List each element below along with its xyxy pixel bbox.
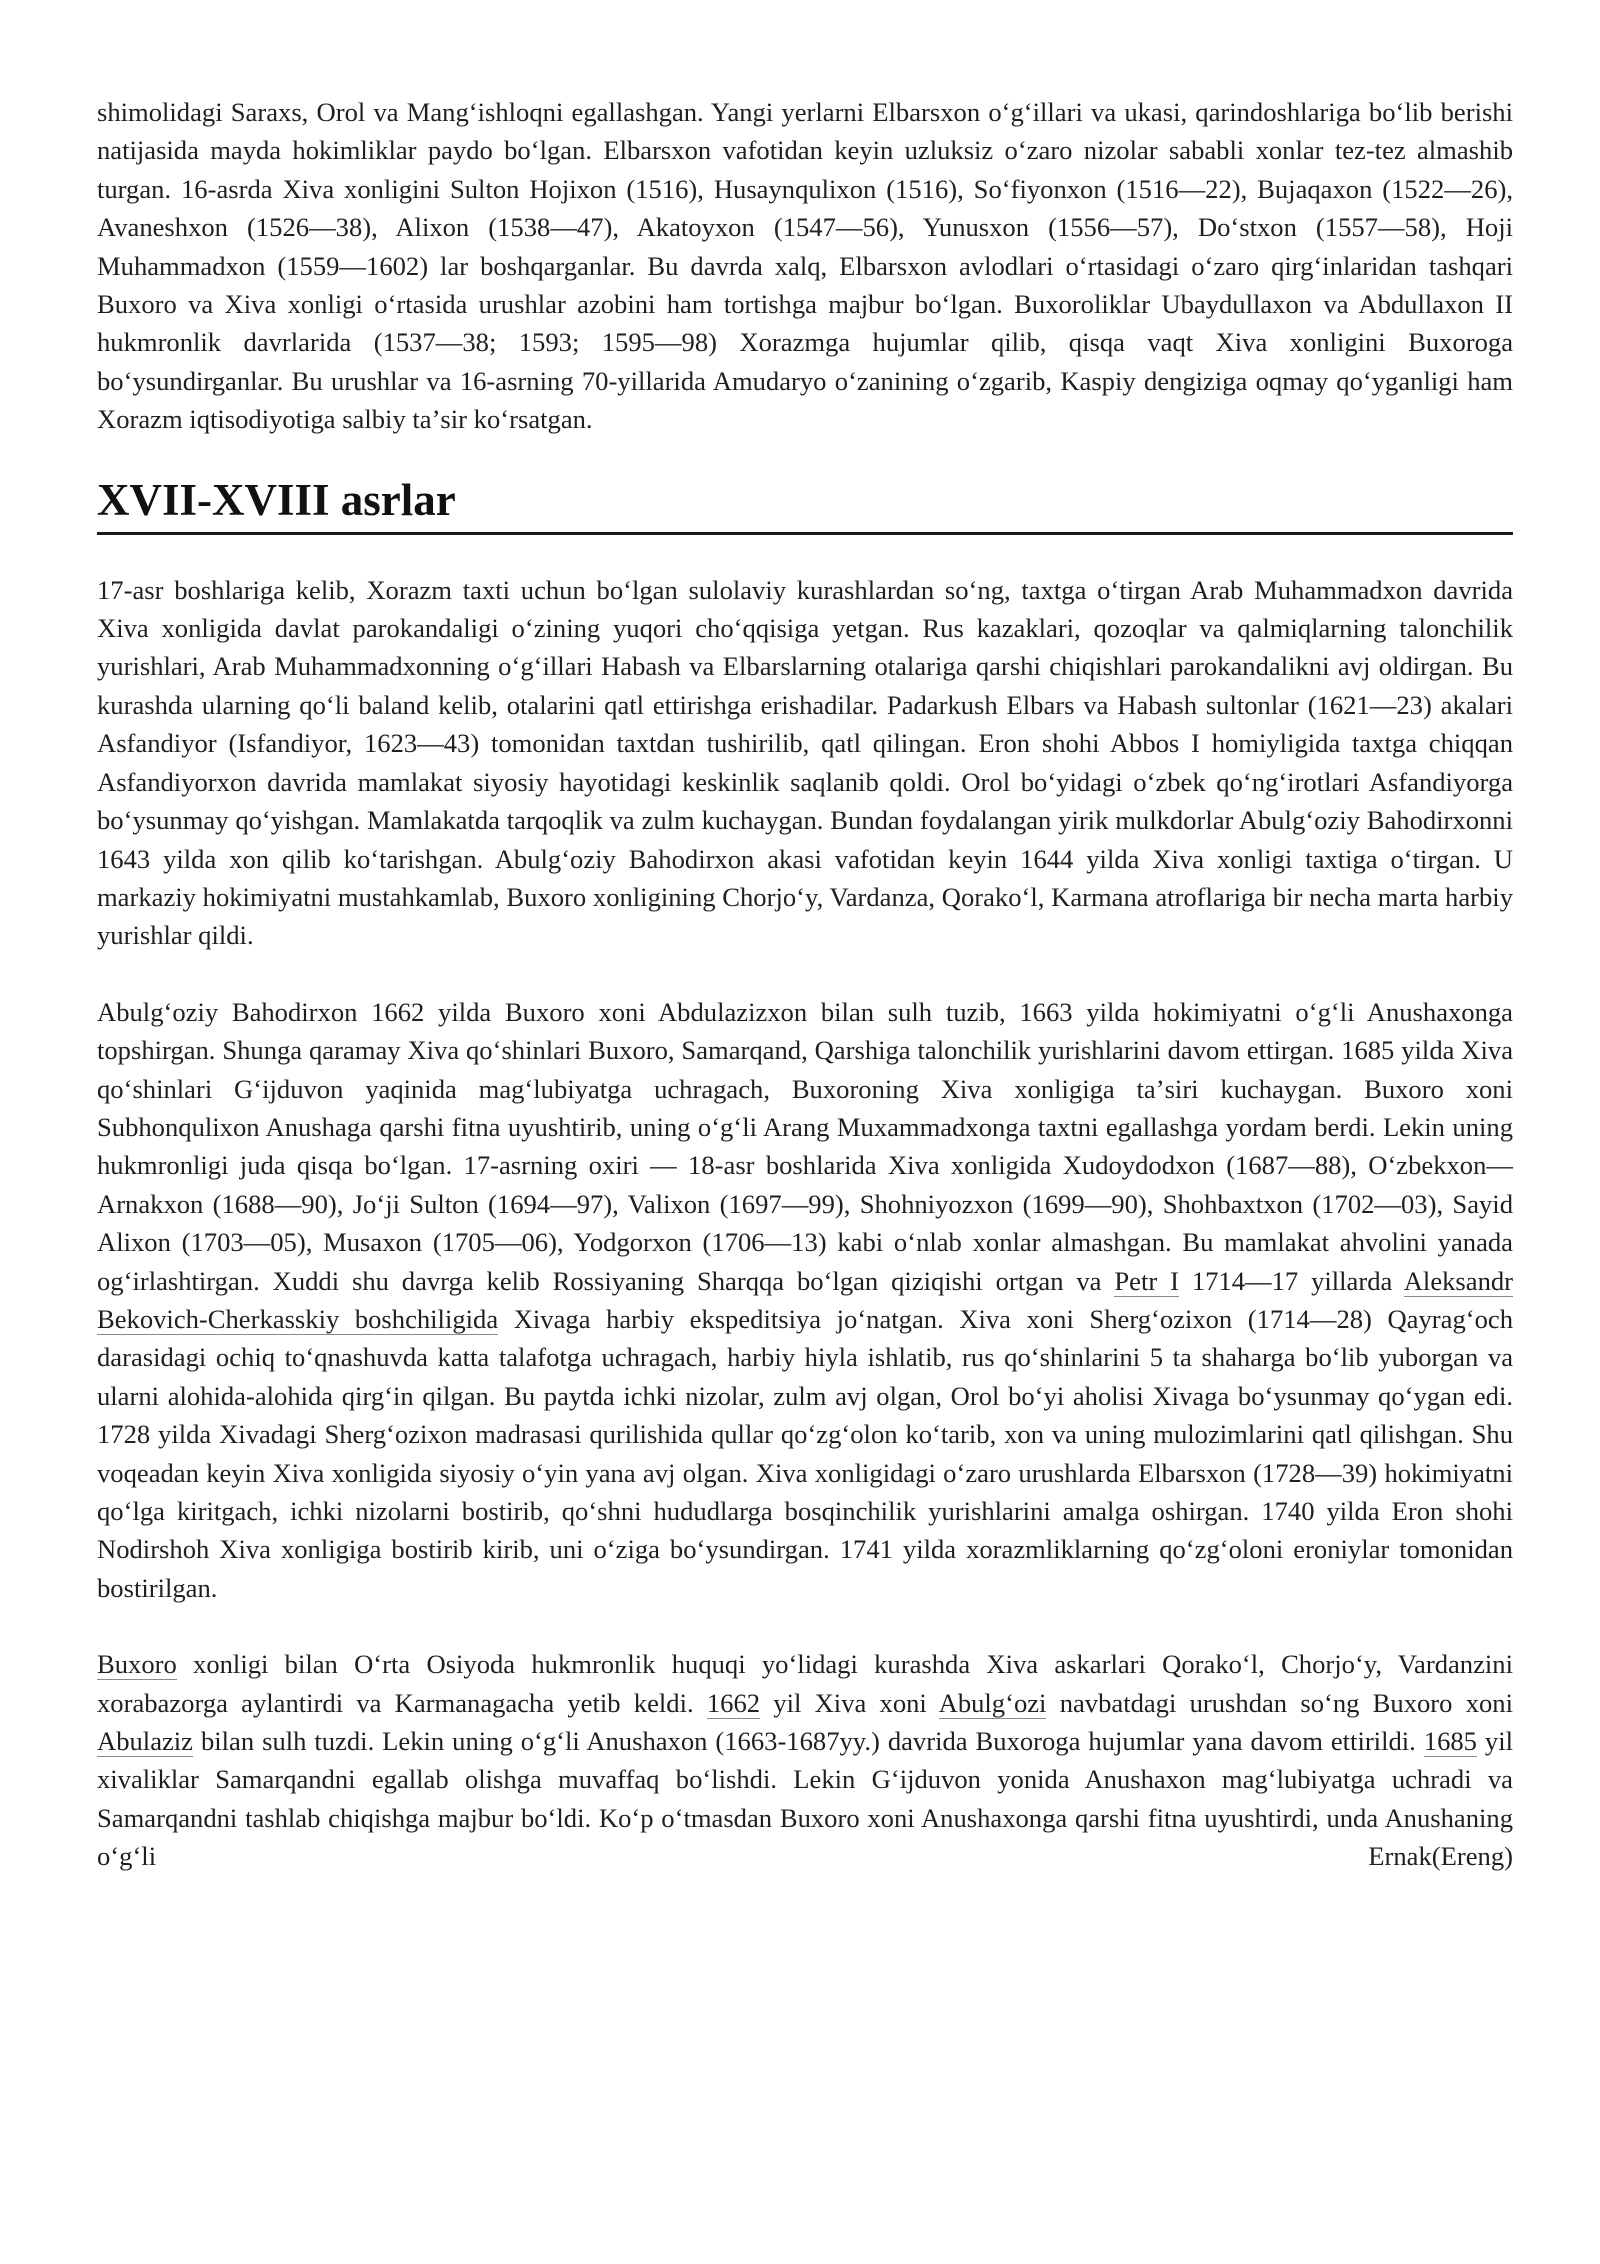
link-abulaziz[interactable]: Abulaziz [97,1726,193,1757]
paragraph-text: bilan sulh tuzdi. Lekin uning oʻgʻli Anushaxon (1663-1687yy.) davrida Buxoroga hujumlar yana davom ettirildi. [193,1726,1424,1757]
link-abulgozi[interactable]: Abulgʻozi [938,1687,1047,1718]
paragraph-text: yil xivaliklar Samarqandni egallab olishga muvaffaq boʻlishdi. Lekin Gʻijduvon yonida Anushaxon magʻlubiyatga uchradi va Samarqandni tashlab chiqishga majbur boʻldi. Koʻp oʻtmasdan Buxoro xoni Anushaxonga qarshi fitna uyushtirdi, unda Anushaning oʻgʻli Ernak(Ereng) [97,1726,1513,1872]
paragraph-text: yil Xiva xoni [760,1687,939,1718]
paragraph-text: navbatdagi urushdan soʻng Buxoro xoni [1046,1687,1513,1718]
paragraph-text: xonligi bilan Oʻrta Osiyoda hukmronlik huquqi yoʻlidagi kurashda Xiva askarlari Qorakoʻl, Chorjoʻy, Vardanzini xorabazorga aylantirdi va Karmanagacha yetib keldi. [97,1649,1513,1718]
article-content [97,93,1513,1876]
paragraph-text: Abulgʻoziy Bahodirxon 1662 yilda Buxoro xoni Abdulazizxon bilan sulh tuzib, 1663 yilda hokimiyatni oʻgʻli Anushaxonga topshirgan. Shunga qaramay Xiva qoʻshinlari Buxoro, Samarqand, Qarshiga talonchilik yurishlarini davom ettirgan. 1685 yilda Xiva qoʻshinlari Gʻijduvon yaqinida magʻlubiyatga uchragach, Buxoroning Xiva xonligiga taʼsiri kuchaygan. Buxoro xoni Subhonqulixon Anushaga qarshi fitna uyushtirib, uning oʻgʻli Arang Muxammadxonga taxtni egallashga yordam berdi. Lekin uning hukmronligi juda qisqa boʻlgan. 17-asrning oxiri — 18-asr boshlarida Xiva xonligida Xudoydodxon (1687—88), Oʻzbekxon— Arnakxon (1688—90), Joʻji Sulton (1694—97), Valixon (1697—99), Shohniyozxon (1699—90), Shohbaxtxon (1702—03), Sayid Alixon (1703—05), Musaxon (1705—06), Yodgorxon (1706—13) kabi oʻnlab xonlar almashgan. Bu mamlakat ahvolini yanada ogʻirlashtirgan. Xuddi shu davrga kelib Rossiyaning Sharqqa boʻlgan qiziqishi ortgan va [97,996,1513,1296]
link-1685[interactable]: 1685 [1423,1726,1477,1757]
link-1662[interactable]: 1662 [706,1687,761,1718]
paragraph-text: 1714—17 yillarda [1178,1265,1404,1296]
section-heading: XVII-XVIII asrlar [97,474,1513,535]
paragraph-xvi-century: shimolidagi Saraxs, Orol va Mangʻishloqni egallashgan. Yangi yerlarni Elbarsxon oʻgʻillari va ukasi, qarindoshlariga boʻlib berishi natijasida mayda hokimliklar paydo boʻlgan. Elbarsxon vafotidan keyin uzluksiz oʻzaro nizolar sababli xonlar tez-tez almashib turgan. 16-asrda Xiva xonligini Sulton Hojixon (1516), Husaynqulixon (1516), Soʻfiyonxon (1516—22), Bujaqaxon (1522—26), Avaneshxon (1526—38), Alixon (1538—47), Akatoyxon (1547—56), Yunusxon (1556—57), Doʻstxon (1557—58), Hoji Muhammadxon (1559—1602) lar boshqarganlar. Bu davrda xalq, Elbarsxon avlodlari oʻrtasidagi oʻzaro qirgʻinlaridan tashqari Buxoro va Xiva xonligi oʻrtasida urushlar azobini ham tortishga majbur boʻlgan. Buxoroliklar Ubaydullaxon va Abdullaxon II hukmronlik davrlarida (1537—38; 1593; 1595—98) Xorazmga hujumlar qilib, qisqa vaqt Xiva xonligini Buxoroga boʻysundirganlar. Bu urushlar va 16-asrning 70-yillarida Amudaryo oʻzanining oʻzgarib, Kaspiy dengiziga oqmay qoʻyganligi ham Xorazm iqtisodiyotiga salbiy taʼsir koʻrsatgan. [97,97,1513,435]
link-buxoro[interactable]: Buxoro [97,1649,177,1680]
link-petr-i[interactable]: Petr I [1114,1265,1179,1296]
paragraph-abulgozi-bahodirxon [97,993,1513,1608]
paragraph-text: Xivaga harbiy ekspeditsiya joʻnatgan. Xiva xoni Shergʻozixon (1714—28) Qayragʻoch darasidagi ochiq toʻqnashuvda katta talafotga uchragach, harbiy hiyla ishlatib, rus qoʻshinlarini 5 ta shaharga boʻlib yuborgan va ularni alohida-alohida qirgʻin qilgan. Bu paytda ichki nizolar, zulm avj olgan, Orol boʻyi aholisi Xivaga boʻysunmay qoʻygan edi. 1728 yilda Xivadagi Shergʻozixon madrasasi qurilishida qullar qoʻzgʻolon koʻtarib, xon va uning mulozimlarini qatl qilishgan. Shu voqeadan keyin Xiva xonligida siyosiy oʻyin yana avj olgan. Xiva xonligidagi oʻzaro urushlarda Elbarsxon (1728—39) hokimiyatni qoʻlga kiritgach, ichki nizolarni bostirib, qoʻshni hududlarga bosqinchilik yurishlarini amalga oshirgan. 1740 yilda Eron shohi Nodirshoh Xiva xonligiga bostirib kirib, uni oʻziga boʻysundirgan. 1741 yilda xorazmliklarning qoʻzgʻoloni eroniylar tomonidan bostirilgan. [97,1303,1513,1603]
paragraph-buxoro-war [97,1645,1513,1875]
link-aleksandr-bekovich-cherkasskiy[interactable]: Aleksandr Bekovich-Cherkasskiy boshchiligida [97,1265,1514,1334]
paragraph-xvii-century: 17-asr boshlariga kelib, Xorazm taxti uchun boʻlgan sulolaviy kurashlardan soʻng, taxtga oʻtirgan Arab Muhammadxon davrida Xiva xonligida davlat parokandaligi oʻzining yuqori choʻqqisiga yetgan. Rus kazaklari, qozoqlar va qalmiqlarning talonchilik yurishlari, Arab Muhammadxonning oʻgʻillari Habash va Elbarslarning otalariga qarshi chiqishlari parokandalikni avj oldirgan. Bu kurashda ularning qoʻli baland kelib, otalarini qatl ettirishga erishadilar. Padarkush Elbars va Habash sultonlar (1621—23) akalari Asfandiyor (Isfandiyor, 1623—43) tomonidan taxtdan tushirilib, qatl qilingan. Eron shohi Abbos I homiyligida taxtga chiqqan Asfandiyorxon davrida mamlakat siyosiy hayotidagi keskinlik saqlanib qoldi. Orol boʻyidagi oʻzbek qoʻngʻirotlari Asfandiyorga boʻysunmay qoʻyishgan. Mamlakatda tarqoqlik va zulm kuchaygan. Bundan foydalangan yirik mulkdorlar Abulgʻoziy Bahodirxonni 1643 yilda xon qilib koʻtarishgan. Abulgʻoziy Bahodirxon akasi vafotidan keyin 1644 yilda Xiva xonligi taxtiga oʻtirgan. U markaziy hokimiyatni mustahkamlab, Buxoro xonligining Chorjoʻy, Vardanza, Qorakoʻl, Karmana atroflariga bir necha marta harbiy yurishlar qildi. [97,574,1513,951]
